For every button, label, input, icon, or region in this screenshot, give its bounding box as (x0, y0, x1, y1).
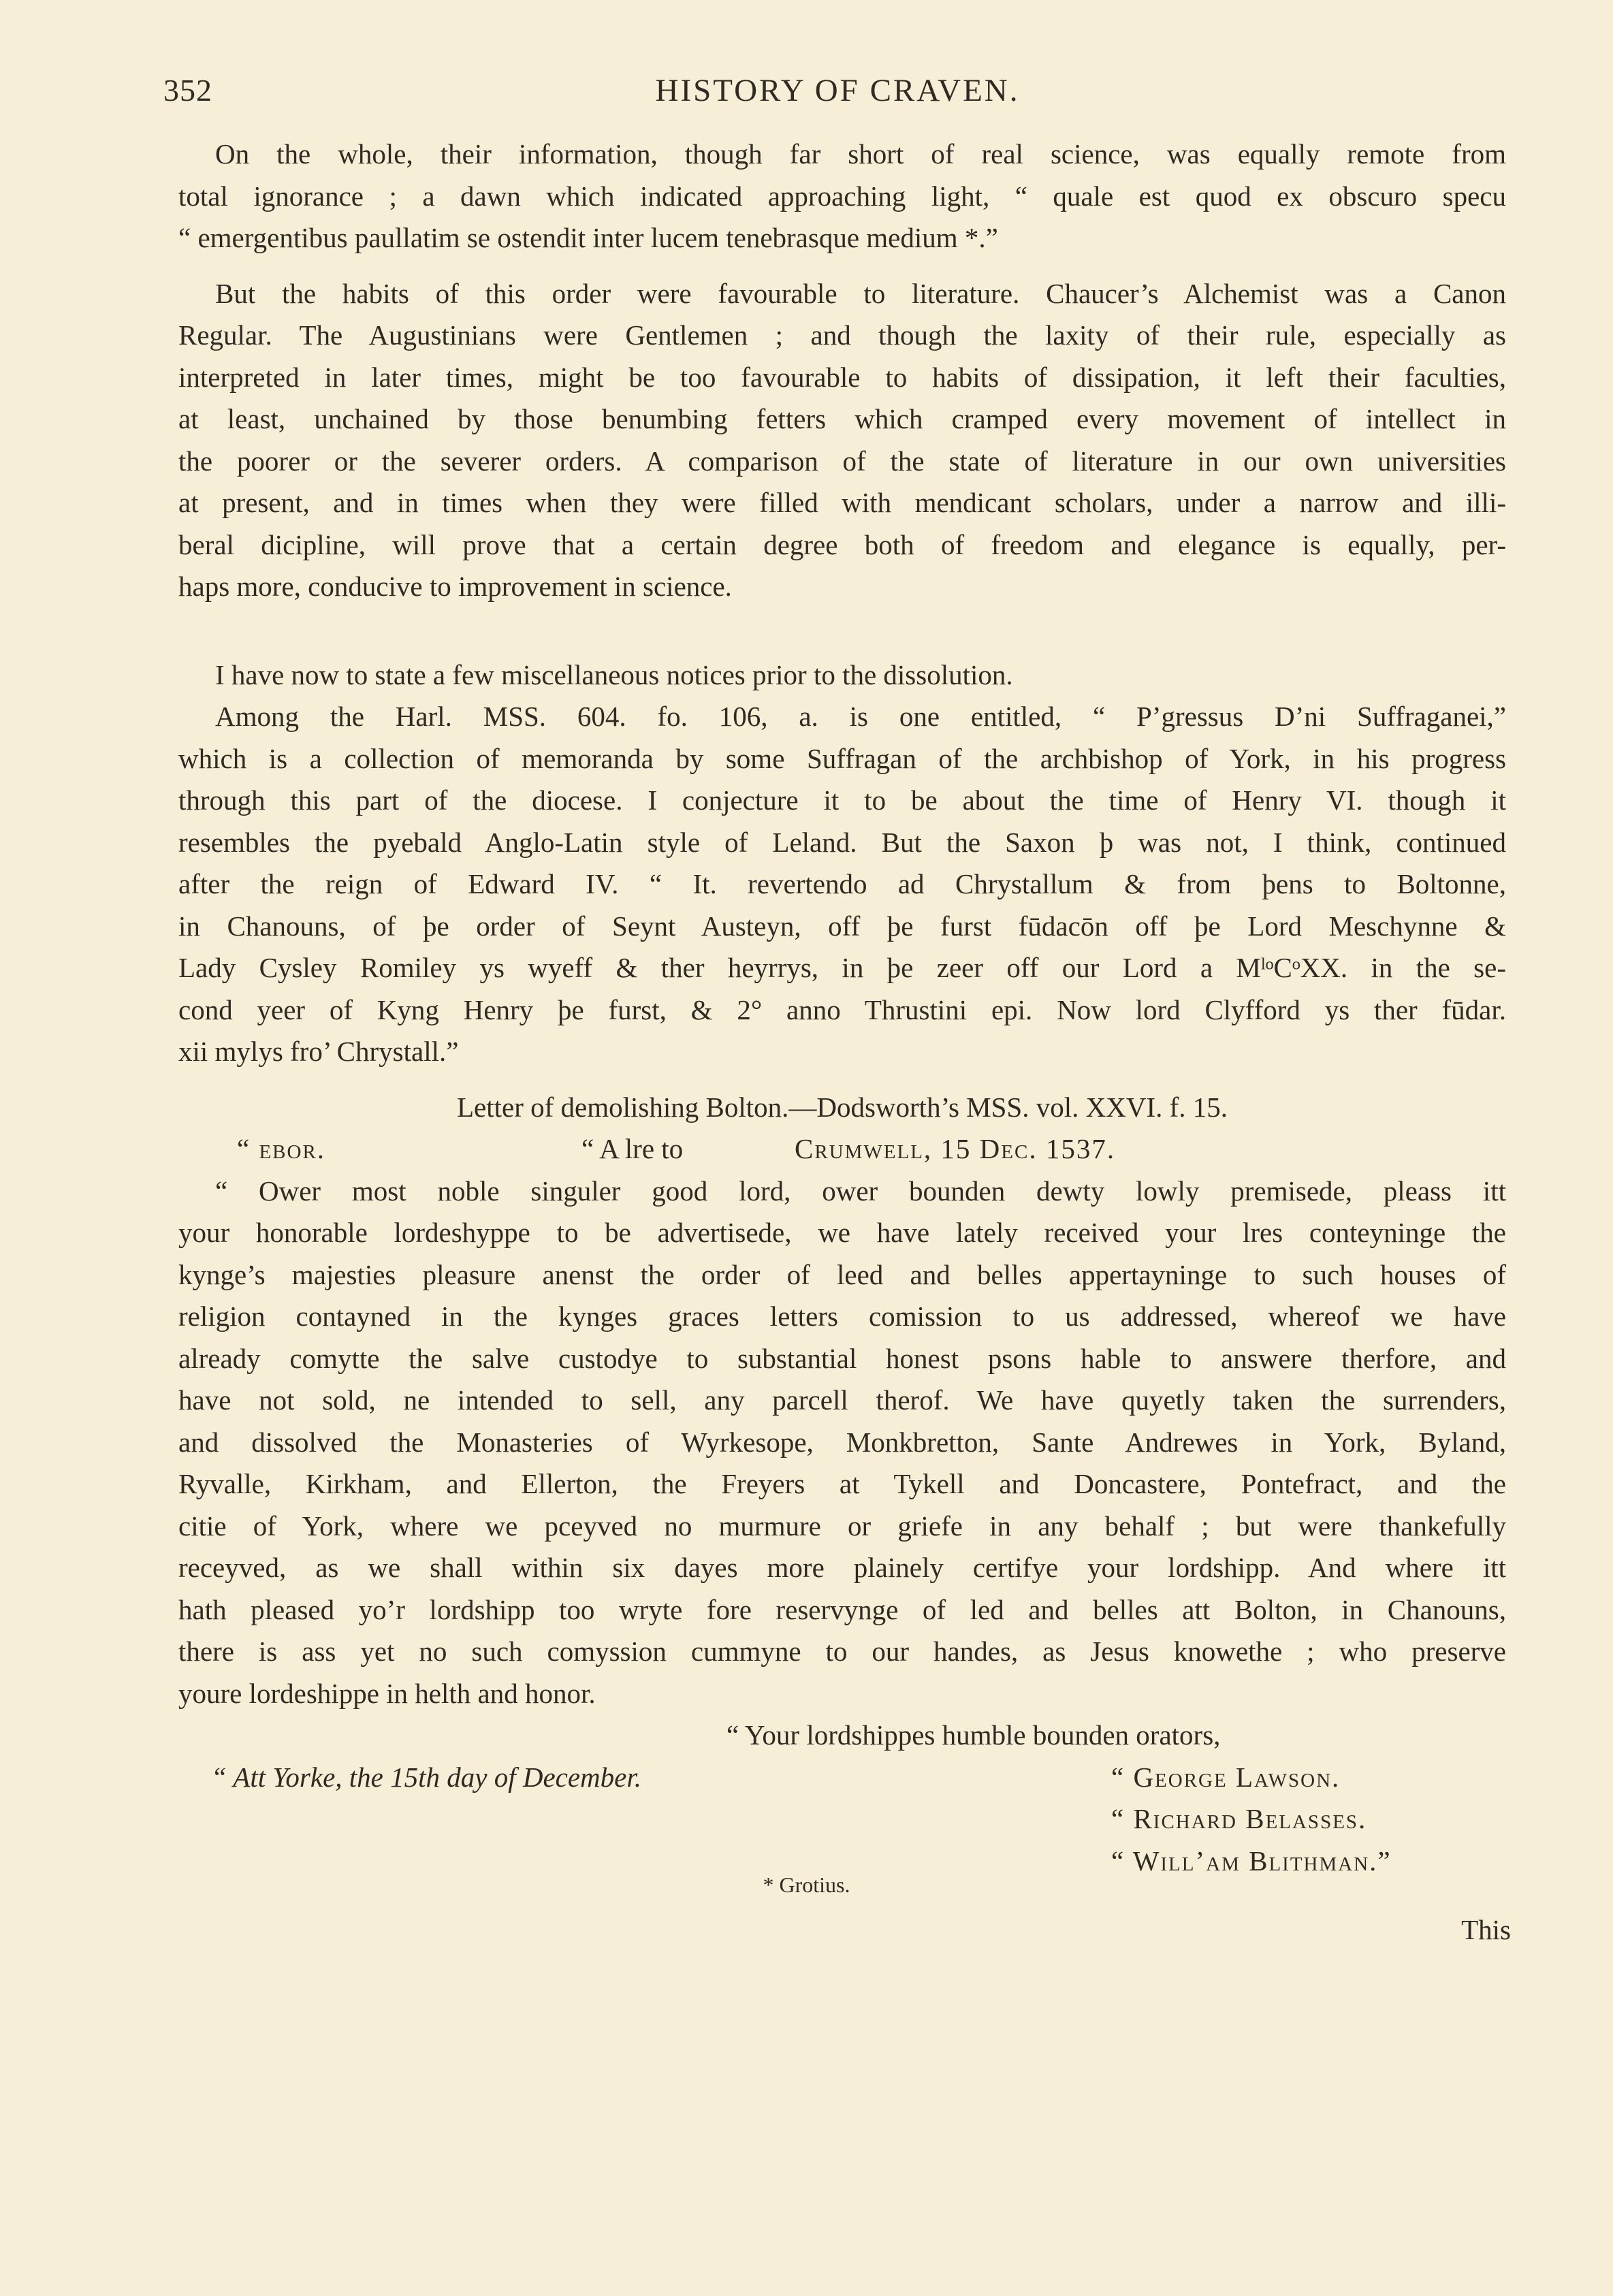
text-line: through this part of the diocese. I conjecture it to be about the time of Henry VI. though it (178, 784, 1506, 816)
page-number: 352 (163, 73, 212, 108)
dateline: “ Att Yorke, the 15th day of December. (211, 1761, 642, 1793)
text-line: haps more, conducive to improvement in science. (178, 571, 732, 602)
catchword: This (1461, 1914, 1511, 1945)
text-line: the poorer or the severer orders. A comparison of the state of literature in our own universities (178, 445, 1506, 477)
address-from: “ ebor. (237, 1133, 326, 1164)
text-line: But the habits of this order were favourable to literature. Chaucer’s Alchemist was a Canon (215, 277, 1506, 309)
text-line: Regular. The Augustinians were Gentlemen ; and though the laxity of their rule, especially as (178, 319, 1506, 351)
letter-signature-row (178, 1798, 1506, 1840)
paragraph-notices (178, 654, 1506, 697)
text-line: your honorable lordeshyppe to be advertisede, we have lately received your lres conteyninge the (178, 1217, 1506, 1248)
letter-dateline (178, 1757, 1506, 1799)
paragraph-harl-mss (178, 696, 1506, 1073)
signature-3: “ Will’am Blithman.” (1111, 1845, 1392, 1877)
text-line: after the reign of Edward IV. “ It. revertendo ad Chrystallum & from þens to Boltonne, (178, 868, 1506, 899)
footnote: * Grotius. (763, 1872, 850, 1897)
paragraph-literature (178, 273, 1506, 608)
text-line: “ emergentibus paullatim se ostendit inter lucem tenebrasque medium *.” (178, 222, 998, 253)
text-line: interpreted in later times, might be too favourable to habits of dissipation, it left their faculties, (178, 361, 1506, 393)
address-letter: “ A lre to (581, 1133, 684, 1164)
signature-1: “ George Lawson. (1111, 1761, 1341, 1793)
text-line: I have now to state a few miscellaneous notices prior to the dissolution. (215, 658, 1013, 690)
text-line: Among the Harl. MSS. 604. fo. 106, a. is one entitled, “ P’gressus D’ni Suffraganei,” (215, 701, 1506, 732)
text-line: hath pleased yo’r lordshipp too wryte fore reservynge of led and belles att Bolton, in Chanouns, (178, 1593, 1506, 1625)
letter-heading: Letter of demolishing Bolton.—Dodsworth’s MSS. vol. XXVI. f. 15. (456, 1091, 1228, 1123)
text-line: already comytte the salve custodye to substantial honest psons hable to answere therfore, and (178, 1342, 1506, 1374)
text-line: resembles the pyebald Anglo-Latin style of Leland. But the Saxon þ was not, I think, continued (178, 826, 1506, 858)
text-line: have not sold, ne intended to sell, any parcell therof. We have quyetly taken the surrenders, (178, 1384, 1506, 1416)
letter-closing (178, 1715, 1506, 1757)
text-line: citie of York, where we pceyved no murmure or griefe in any behalf ; but were thankefully (178, 1510, 1506, 1542)
text-line: Lady Cysley Romiley ys wyeff & ther heyrrys, in þe zeer off our Lord a MˡᵒCᵒXX. in the se- (178, 952, 1506, 983)
letter-body (178, 1170, 1506, 1715)
paragraph-intellect (178, 133, 1506, 259)
text-line: in Chanouns, of þe order of Seynt Austeyn, off þe furst fūdacōn off þe Lord Meschynne & (178, 910, 1506, 942)
text-line: at present, and in times when they were filled with mendicant scholars, under a narrow and illi- (178, 487, 1506, 518)
text-line: receyved, as we shall within six dayes more plainely certifye your lordshipp. And where itt (178, 1552, 1506, 1583)
text-line: at least, unchained by those benumbing fetters which cramped every movement of intellect in (178, 403, 1506, 434)
closing-line: “ Your lordshippes humble bounden orators, (726, 1719, 1221, 1751)
text-line: On the whole, their information, though far short of real science, was equally remote from (215, 138, 1506, 170)
text-line: Ryvalle, Kirkham, and Ellerton, the Freyers at Tykell and Doncastere, Pontefract, and the (178, 1468, 1506, 1499)
text-line: youre lordeshippe in helth and honor. (178, 1677, 596, 1709)
text-line: religion contayned in the kynges graces letters comission to us addressed, whereof we have (178, 1301, 1506, 1332)
text-line: total ignorance ; a dawn which indicated approaching light, “ quale est quod ex obscuro specu (178, 180, 1506, 212)
text-line: kynge’s majesties pleasure anenst the order of leed and belles appertayninge to such houses of (178, 1258, 1506, 1290)
signature-2: “ Richard Belasses. (1111, 1803, 1367, 1834)
letter-address (178, 1128, 1506, 1170)
text-line: xii mylys fro’ Chrystall.” (178, 1036, 459, 1067)
text-line: “ Ower most noble singuler good lord, ower bounden dewty lowly premisede, pleass itt (215, 1175, 1506, 1207)
text-line: and dissolved the Monasteries of Wyrkesope, Monkbretton, Sante Andrewes in York, Byland, (178, 1426, 1506, 1458)
page-header (163, 72, 1512, 120)
text-line: cond yeer of Kyng Henry þe furst, & 2° anno Thrustini epi. Now lord Clyfford ys ther fūdar. (178, 993, 1506, 1025)
text-line: which is a collection of memoranda by some Suffragan of the archbishop of York, in his progress (178, 742, 1506, 774)
page-body (178, 133, 1506, 1882)
text-line: beral dicipline, will prove that a certain degree both of freedom and elegance is equally, per- (178, 528, 1506, 560)
running-title: HISTORY OF CRAVEN. (655, 73, 1020, 108)
address-to: Crumwell, 15 Dec. 1537. (795, 1133, 1116, 1164)
text-line: there is ass yet no such comyssion cummyne to our handes, as Jesus knowethe ; who preserve (178, 1636, 1506, 1667)
